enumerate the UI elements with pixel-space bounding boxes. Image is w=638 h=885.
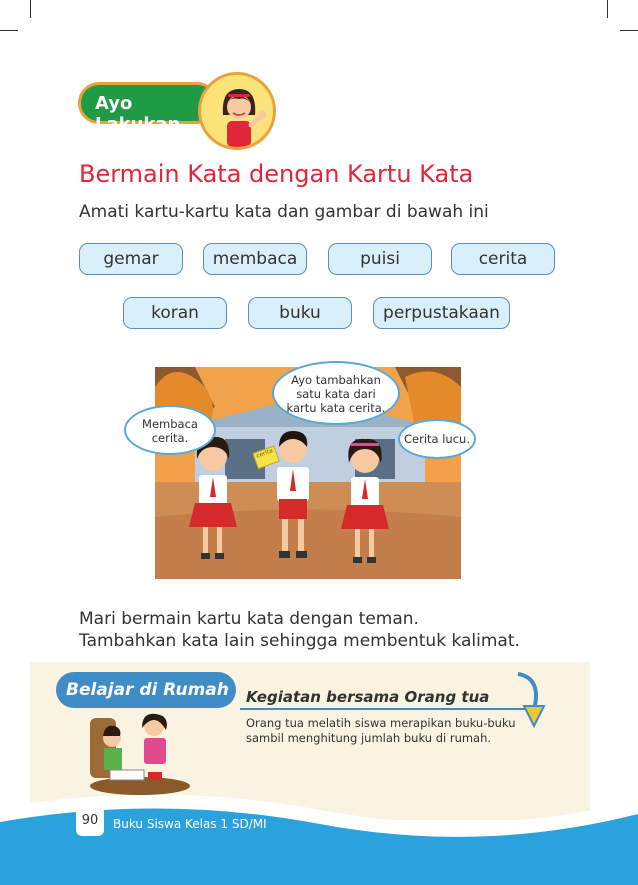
speech-bubble-center: Ayo tambahkan satu kata dari kartu kata cerita. <box>272 361 400 425</box>
home-learning-title: Belajar di Rumah <box>56 672 236 708</box>
speech-bubble-left: Membaca cerita. <box>124 405 216 455</box>
home-activity-text: Orang tua melatih siswa merapikan buku-buku sambil menghitung jumlah buku di rumah. <box>246 716 516 745</box>
crop-mark <box>0 30 18 31</box>
instruction-text: Amati kartu-kartu kata dan gambar di bawah ini <box>79 202 489 222</box>
crop-mark <box>607 0 608 18</box>
parent-child-illustration <box>78 708 198 798</box>
held-word-card: cerita <box>255 447 274 460</box>
page-title: Bermain Kata dengan Kartu Kata <box>79 160 474 188</box>
home-subtitle: Kegiatan bersama Orang tua <box>246 688 490 706</box>
word-card: gemar <box>79 243 183 275</box>
word-card: cerita <box>451 243 555 275</box>
book-label: Buku Siswa Kelas 1 SD/MI <box>113 817 267 831</box>
badge-label: Ayo Lakukan <box>95 93 181 135</box>
word-card: membaca <box>203 243 307 275</box>
word-card: buku <box>248 297 352 329</box>
activity-paragraph: Mari bermain kartu kata dengan teman. Tambahkan kata lain sehingga membentuk kalimat. <box>79 609 520 651</box>
word-card: puisi <box>328 243 432 275</box>
subtitle-underline <box>240 708 530 710</box>
page-number: 90 <box>76 806 104 836</box>
word-card: koran <box>123 297 227 329</box>
ayo-lakukan-badge <box>78 82 218 135</box>
speech-bubble-right: Cerita lucu. <box>398 419 476 459</box>
word-card: perpustakaan <box>373 297 510 329</box>
crop-mark <box>30 0 31 18</box>
crop-mark <box>620 30 638 31</box>
girl-thumbs-up-illustration <box>198 72 276 150</box>
curved-arrow-icon <box>512 670 552 730</box>
